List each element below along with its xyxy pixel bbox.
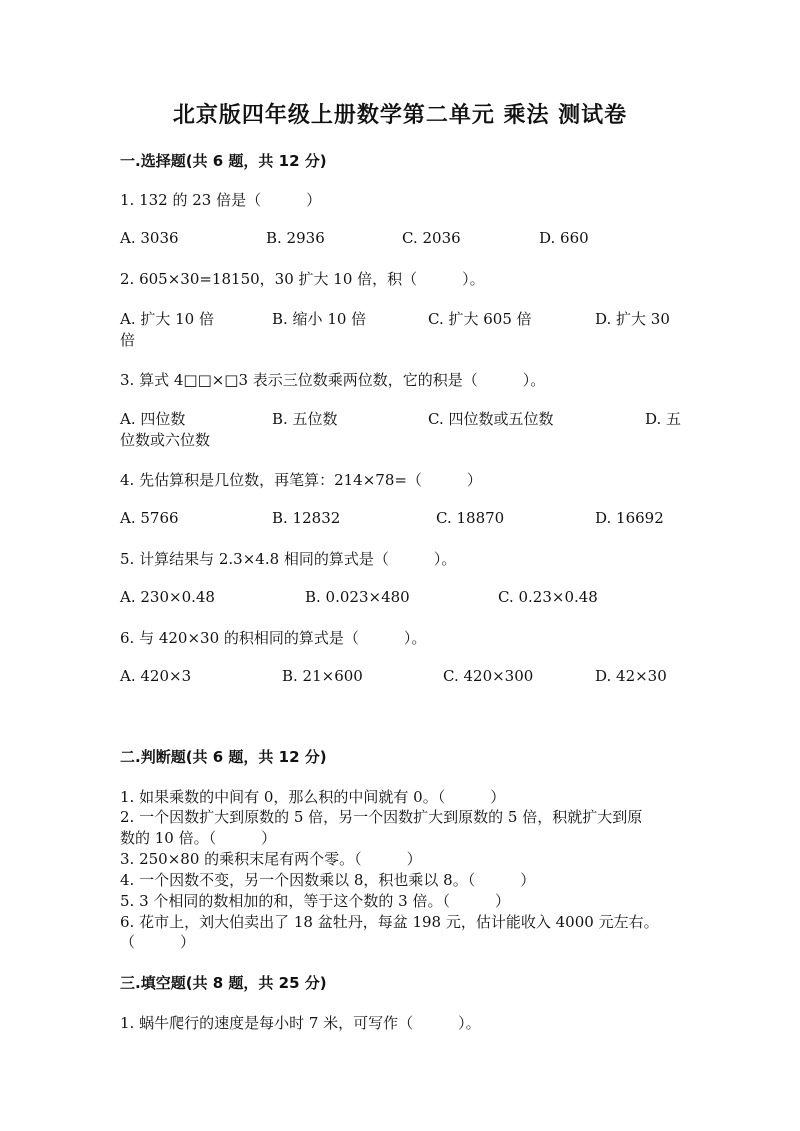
option: C. 0.23×0.48 — [498, 588, 598, 606]
option: A. 230×0.48 — [120, 588, 215, 606]
option: B. 五位数 — [272, 410, 338, 428]
option: D. 660 — [539, 229, 589, 247]
judge-line: （ ） — [120, 933, 196, 951]
option: B. 21×600 — [282, 667, 363, 685]
option: B. 2936 — [266, 229, 325, 247]
option: C. 扩大 605 倍 — [428, 310, 532, 328]
question-stem: 2. 605×30=18150，30 扩大 10 倍，积（ ）。 — [120, 270, 485, 288]
option: B. 缩小 10 倍 — [272, 310, 367, 328]
page-title: 北京版四年级上册数学第二单元 乘法 测试卷 — [172, 103, 628, 128]
section-heading-fill: 三.填空题(共 8 题，共 25 分) — [120, 974, 327, 992]
question-stem: 3. 算式 4□□×□3 表示三位数乘两位数，它的积是（ ）。 — [120, 371, 546, 389]
judge-line: 3. 250×80 的乘积末尾有两个零。（ ） — [120, 850, 422, 868]
option: B. 12832 — [272, 509, 341, 527]
question-stem: 5. 计算结果与 2.3×4.8 相同的算式是（ ）。 — [120, 550, 457, 568]
option: C. 2036 — [402, 229, 461, 247]
option: D. 扩大 30 — [595, 310, 670, 328]
option: A. 四位数 — [120, 410, 186, 428]
option: A. 3036 — [120, 229, 179, 247]
question-stem: 6. 与 420×30 的积相同的算式是（ ）。 — [120, 629, 427, 647]
option: C. 18870 — [436, 509, 505, 527]
judge-line: 6. 花市上，刘大伯卖出了 18 盆牡丹，每盆 198 元，估计能收入 4000 元左右。 — [120, 913, 659, 931]
option: A. 扩大 10 倍 — [120, 310, 214, 328]
option-wrap: 倍 — [120, 331, 136, 349]
section-heading-choice: 一.选择题(共 6 题，共 12 分) — [120, 152, 327, 170]
option: C. 四位数或五位数 — [428, 410, 554, 428]
question-stem: 1. 132 的 23 倍是（ ） — [120, 191, 322, 209]
judge-line: 5. 3 个相同的数相加的和，等于这个数的 3 倍。（ ） — [120, 892, 510, 910]
option: A. 420×3 — [120, 667, 192, 685]
option: D. 42×30 — [595, 667, 667, 685]
section-heading-judge: 二.判断题(共 6 题，共 12 分) — [120, 748, 327, 766]
option: C. 420×300 — [443, 667, 534, 685]
question-stem: 4. 先估算积是几位数，再笔算：214×78=（ ） — [120, 471, 482, 489]
option: D. 16692 — [595, 509, 664, 527]
option: A. 5766 — [120, 509, 179, 527]
judge-line: 数的 10 倍。（ ） — [120, 829, 277, 847]
fill-question: 1. 蜗牛爬行的速度是每小时 7 米，可写作（ ）。 — [120, 1014, 481, 1032]
option-wrap: 位数或六位数 — [120, 431, 211, 449]
judge-line: 1. 如果乘数的中间有 0，那么积的中间就有 0。（ ） — [120, 788, 506, 806]
option: D. 五 — [645, 410, 682, 428]
judge-line: 4. 一个因数不变，另一个因数乘以 8，积也乘以 8。（ ） — [120, 871, 536, 889]
judge-line: 2. 一个因数扩大到原数的 5 倍，另一个因数扩大到原数的 5 倍，积就扩大到原 — [120, 808, 643, 826]
option: B. 0.023×480 — [305, 588, 410, 606]
